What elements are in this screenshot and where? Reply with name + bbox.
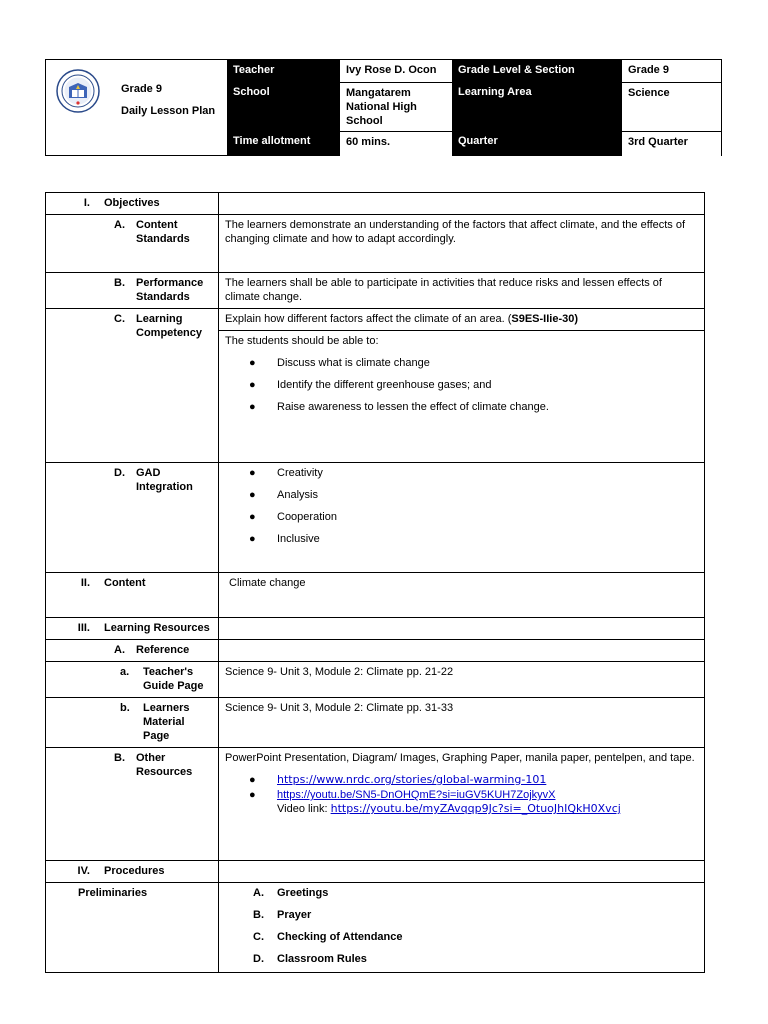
plan-title: Daily Lesson Plan <box>121 105 216 117</box>
item-letter: D. <box>114 467 125 479</box>
item-letter: a. <box>120 666 130 678</box>
section-number: IV. <box>77 865 90 877</box>
bullet-icon: ● <box>249 401 256 413</box>
deped-seal-icon <box>56 69 100 113</box>
section-number: II. <box>80 577 90 589</box>
preliminary-item <box>253 930 698 944</box>
objectives-row <box>46 193 705 215</box>
learners-material-label: Learners Material Page <box>143 702 190 742</box>
quarter-value: 3rd Quarter <box>621 131 721 156</box>
content-row <box>46 573 705 618</box>
teachers-guide-label: Teacher's Guide Page <box>143 666 204 692</box>
lesson-plan-header <box>45 59 722 156</box>
item-letter: B. <box>114 277 125 289</box>
school-value: Mangatarem National High School <box>339 82 452 132</box>
learning-competency-text <box>219 309 705 331</box>
other-resources-label: Other Resources <box>136 752 193 778</box>
performance-standards-label: Performance Standards <box>136 277 204 303</box>
preliminary-item <box>253 952 698 966</box>
learning-resources-label: Learning Resources <box>104 622 210 634</box>
content-standards-label: Content Standards <box>136 219 190 245</box>
preliminary-item <box>253 886 698 900</box>
content-standards-text: The learners demonstrate an understanding of the factors that affect climate, and the effects of changing climate and how to adapt accordingly. <box>219 215 705 273</box>
resource-link-item <box>249 773 698 787</box>
preliminaries-label: Preliminaries <box>46 883 219 973</box>
procedures-label: Procedures <box>104 865 165 877</box>
item-letter: B. <box>253 909 264 921</box>
gad-text: Inclusive <box>277 533 320 545</box>
gad-item <box>249 532 698 546</box>
competency-code: S9ES-IIie-30) <box>511 313 579 325</box>
teachers-guide-text: Science 9- Unit 3, Module 2: Climate pp. 21-22 <box>219 662 705 698</box>
objective-item <box>249 378 698 392</box>
content-text: Climate change <box>219 573 705 618</box>
video-link-label: Video link: <box>277 803 331 815</box>
gad-text: Creativity <box>277 467 323 479</box>
preliminary-text: Classroom Rules <box>277 953 367 965</box>
specific-objectives-cell <box>219 331 705 463</box>
item-letter: A. <box>114 644 125 656</box>
teacher-label: Teacher <box>227 60 339 80</box>
objective-text: Identify the different greenhouse gases; and <box>277 379 492 391</box>
gad-integration-cell <box>219 463 705 573</box>
learning-competency-label: Learning Competency <box>136 313 203 339</box>
gad-item <box>249 510 698 524</box>
item-letter: b. <box>120 702 130 714</box>
learning-competency-row <box>46 309 705 331</box>
video-link[interactable]: https://youtu.be/myZAvqqp9Jc?si=_OtuoJhIQkH0Xvcj <box>330 802 621 815</box>
procedures-row <box>46 861 705 883</box>
grade-level-label: Grade Level & Section <box>452 60 621 80</box>
bullet-icon: ● <box>249 379 256 391</box>
bullet-icon: ● <box>249 774 256 786</box>
bullet-icon: ● <box>249 467 256 479</box>
performance-standards-text: The learners shall be able to participate in activities that reduce risks and lessen effects of climate change. <box>219 273 705 309</box>
item-letter: A. <box>253 887 264 899</box>
preliminaries-cell <box>219 883 705 973</box>
grade-level-value: Grade 9 <box>621 60 721 83</box>
objective-item <box>249 356 698 370</box>
teachers-guide-row <box>46 662 705 698</box>
content-label: Content <box>104 577 146 589</box>
performance-standards-row <box>46 273 705 309</box>
section-number: III. <box>77 622 90 634</box>
objectives-cell <box>219 193 705 215</box>
other-resources-row <box>46 748 705 861</box>
gad-text: Analysis <box>277 489 318 501</box>
reference-row <box>46 640 705 662</box>
item-letter: D. <box>253 953 264 965</box>
gad-integration-label: GAD Integration <box>136 467 193 493</box>
other-resources-cell <box>219 748 705 861</box>
item-letter: B. <box>114 752 125 764</box>
other-resources-text: PowerPoint Presentation, Diagram/ Images, Graphing Paper, manila paper, pentelpen, and tape. <box>225 752 695 764</box>
reference-label: Reference <box>136 644 190 656</box>
learning-area-value: Science <box>621 82 721 132</box>
time-allotment-value: 60 mins. <box>339 131 452 156</box>
bullet-icon: ● <box>249 533 256 545</box>
grade-title: Grade 9 <box>121 83 162 95</box>
learning-resources-cell <box>219 618 705 640</box>
video-link-line <box>277 802 698 816</box>
item-letter: C. <box>114 313 125 325</box>
gad-item <box>249 466 698 480</box>
nrdc-link[interactable]: https://www.nrdc.org/stories/global-warming-101 <box>277 773 547 786</box>
objectives-intro: The students should be able to: <box>225 335 379 347</box>
gad-integration-row <box>46 463 705 573</box>
gad-item <box>249 488 698 502</box>
section-number: I. <box>83 197 90 209</box>
preliminary-text: Greetings <box>277 887 329 899</box>
preliminary-item <box>253 908 698 922</box>
procedures-cell <box>219 861 705 883</box>
content-standards-row <box>46 215 705 273</box>
reference-cell <box>219 640 705 662</box>
item-letter: C. <box>253 931 264 943</box>
youtube-link[interactable]: https://youtu.be/SN5-DnOHQmE?si=iuGV5KUH7ZojkyvX <box>277 789 556 801</box>
gad-text: Cooperation <box>277 511 337 523</box>
objective-text: Raise awareness to lessen the effect of climate change. <box>277 401 549 413</box>
school-label: School <box>227 82 339 102</box>
learners-material-row <box>46 698 705 748</box>
objective-item <box>249 400 698 414</box>
bullet-icon: ● <box>249 357 256 369</box>
competency-statement: Explain how different factors affect the climate of an area. ( <box>225 313 512 325</box>
lesson-plan-table <box>45 192 705 973</box>
objectives-label: Objectives <box>104 197 160 209</box>
time-allotment-label: Time allotment <box>227 131 339 151</box>
bullet-icon: ● <box>249 489 256 501</box>
learners-material-text: Science 9- Unit 3, Module 2: Climate pp. 31-33 <box>219 698 705 748</box>
item-letter: A. <box>114 219 125 231</box>
quarter-label: Quarter <box>452 131 621 151</box>
preliminary-text: Prayer <box>277 909 312 921</box>
objective-text: Discuss what is climate change <box>277 357 430 369</box>
resource-link-item <box>249 788 698 802</box>
preliminary-text: Checking of Attendance <box>277 931 403 943</box>
bullet-icon: ● <box>249 511 256 523</box>
bullet-icon: ● <box>249 789 256 801</box>
learning-resources-row <box>46 618 705 640</box>
teacher-value: Ivy Rose D. Ocon <box>339 60 452 83</box>
learning-area-label: Learning Area <box>452 82 621 102</box>
preliminaries-row <box>46 883 705 973</box>
